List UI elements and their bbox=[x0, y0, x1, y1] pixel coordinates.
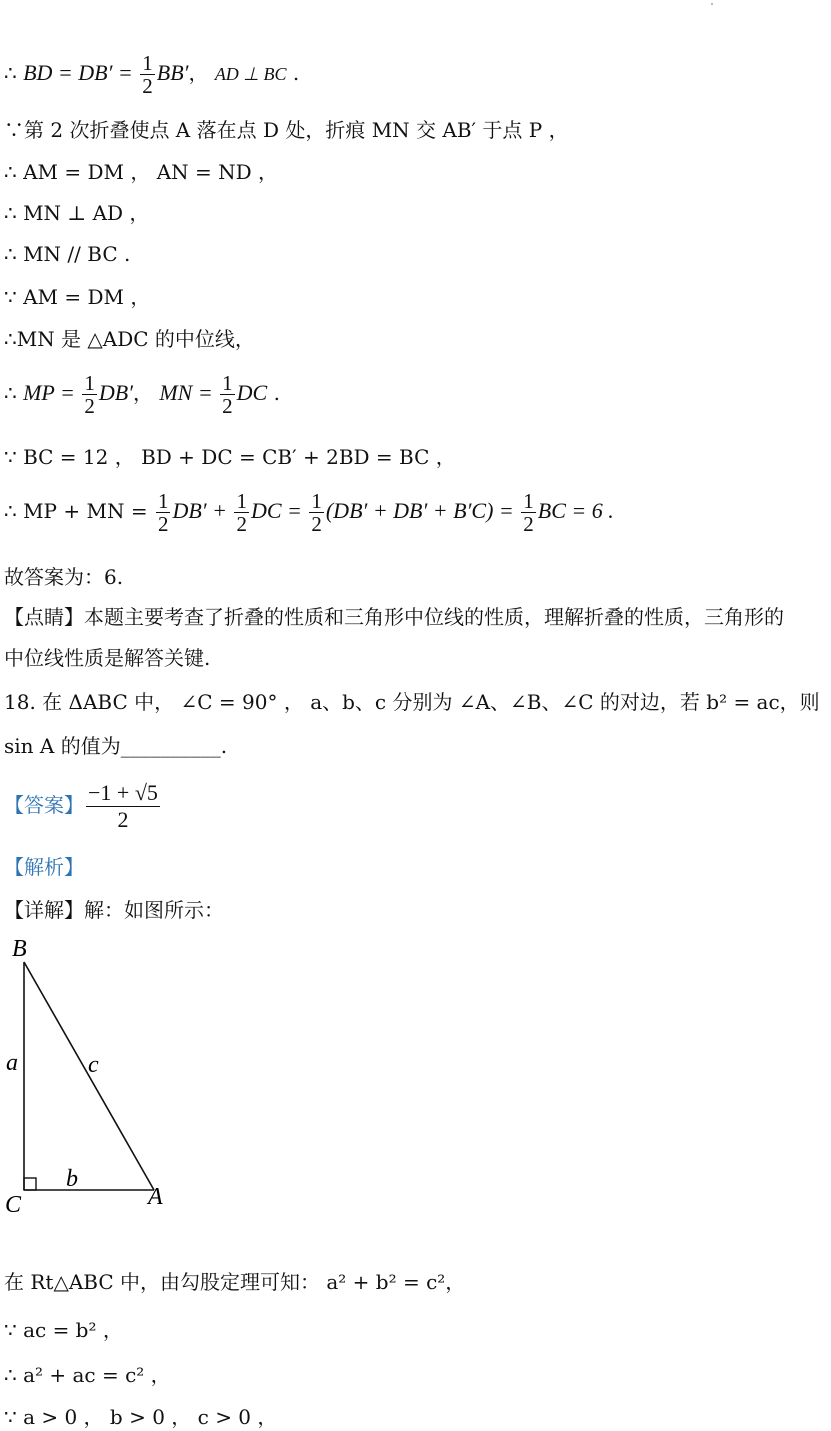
fraction-half: $\frac{1}{2}$ bbox=[142, 51, 153, 98]
vertex-C: C bbox=[5, 1192, 22, 1218]
therefore: ∴ bbox=[4, 61, 24, 85]
speck bbox=[711, 3, 713, 5]
line-13: 中位线性质是解答关键. bbox=[4, 646, 211, 670]
fraction-half: $\frac{1}{2}$ bbox=[222, 371, 233, 418]
line-6: ∵ AM = DM ， bbox=[4, 285, 151, 309]
analysis-label: 【解析】 bbox=[4, 855, 84, 879]
vertex-A: A bbox=[148, 1184, 163, 1210]
fraction-half: $\frac{1}{2}$ bbox=[236, 489, 247, 536]
line-2: ∵第 2 次折叠使点 A 落在点 D 处，折痕 MN 交 AB′ 于点 P ， bbox=[4, 118, 569, 142]
triangle-figure bbox=[0, 930, 200, 1220]
line-positive: ∵ a > 0 ， b > 0 ， c > 0 ， bbox=[4, 1405, 278, 1429]
answer-line bbox=[4, 780, 162, 833]
label-b: b bbox=[66, 1166, 78, 1192]
fraction-half: $\frac{1}{2}$ bbox=[84, 371, 95, 418]
line-7: ∴MN 是 △ADC 的中位线， bbox=[4, 327, 255, 351]
line-3: ∴ AM = DM ， AN = ND ， bbox=[4, 160, 279, 184]
right-angle-mark bbox=[24, 1178, 36, 1190]
label-a: a bbox=[6, 1050, 18, 1076]
line-5: ∴ MN // BC . bbox=[4, 242, 131, 266]
label-c: c bbox=[88, 1052, 99, 1078]
expr: BD = DB′ = bbox=[23, 60, 139, 85]
answer-label: 【答案】 bbox=[4, 793, 84, 817]
line-4: ∴ MN ⊥ AD ， bbox=[4, 201, 150, 225]
line-sum: ∴ a² + ac = c² ， bbox=[4, 1363, 171, 1387]
fraction-half: $\frac{1}{2}$ bbox=[523, 489, 534, 536]
line-15-question: sin A 的值为__________. bbox=[4, 734, 228, 758]
line-12: 【点睛】本题主要考查了折叠的性质和三角形中位线的性质，理解折叠的性质，三角形的 bbox=[4, 605, 784, 629]
expr: AD ⊥ BC bbox=[214, 64, 287, 84]
vertex-B: B bbox=[12, 936, 27, 962]
line-14-question: 18. 在 ΔABC 中， ∠C = 90° ， a、b、c 分别为 ∠A、∠B、∠C 的对边，若 b² = ac，则 bbox=[4, 690, 820, 714]
line-10: ∴ MP + MN = $\frac{1}{2}$ DB′ + $\frac{1}{2}$ DC = $\frac{1}{2}$ (DB′ + DB′ + B′C) = $\frac{1}{2}$ BC = 6 . bbox=[4, 489, 614, 536]
line-8: ∴ MP = $\frac{1}{2}$ DB′， MN = $\frac{1}{2}$ DC . bbox=[4, 371, 280, 418]
detail-line: 【详解】解：如图所示： bbox=[4, 898, 224, 922]
fraction-half: $\frac{1}{2}$ bbox=[157, 489, 169, 536]
expr: BB′ bbox=[156, 60, 189, 85]
line-ac: ∵ ac = b² ， bbox=[4, 1318, 123, 1342]
line-1: ∴ BD = DB′ = $\frac{1}{2}$ BB′， AD ⊥ BC . bbox=[4, 51, 300, 98]
line-9: ∵ BC = 12 ， BD + DC = CB′ + 2BD = BC ， bbox=[4, 445, 456, 469]
line-11: 故答案为：6. bbox=[4, 565, 124, 589]
line-pythag: 在 Rt△ABC 中，由勾股定理可知： a² + b² = c²， bbox=[4, 1270, 466, 1294]
fraction-half: $\frac{1}{2}$ bbox=[311, 489, 322, 536]
answer-fraction: $\frac{-1 + √5}{2}$ bbox=[88, 780, 158, 832]
